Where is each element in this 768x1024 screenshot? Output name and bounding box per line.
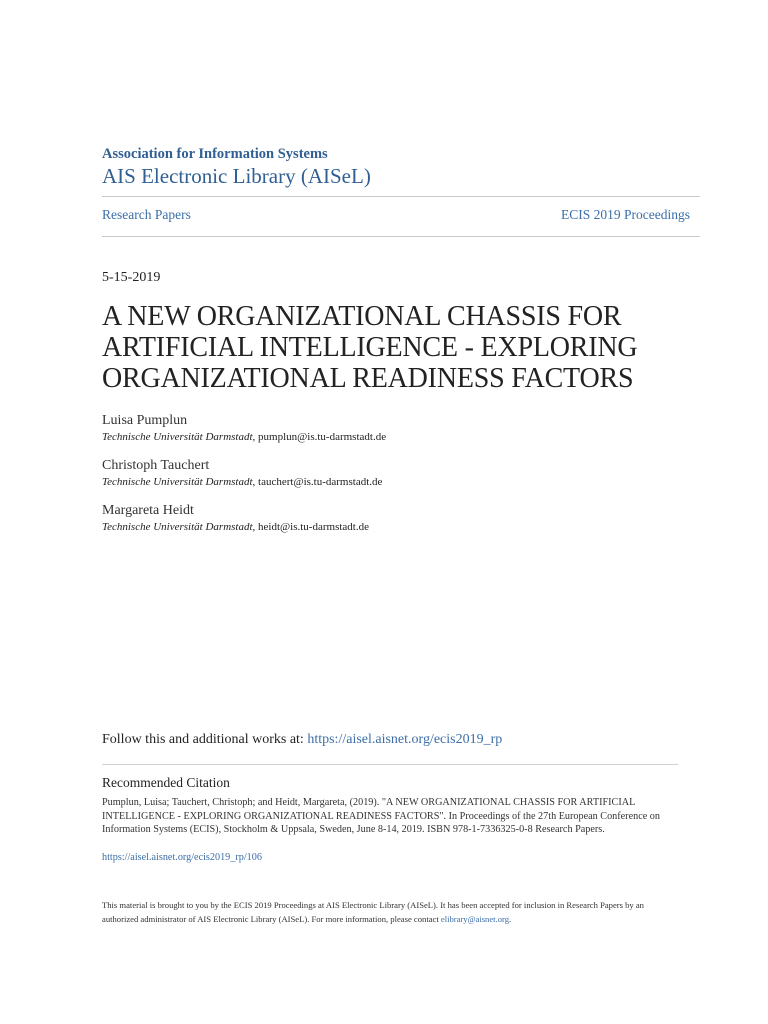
follow-line bbox=[102, 732, 502, 748]
affiliation-name: Technische Universität Darmstadt bbox=[102, 431, 253, 443]
contact-email-link[interactable]: elibrary@aisnet.org bbox=[440, 913, 510, 924]
author-affiliation bbox=[102, 475, 702, 490]
author-email: , tauchert@is.tu-darmstadt.de bbox=[252, 476, 383, 488]
collection-url-link[interactable]: https://aisel.aisnet.org/ecis2019_rp bbox=[307, 732, 503, 747]
author-entry bbox=[102, 412, 702, 445]
collection-nav bbox=[102, 207, 690, 223]
author-name: Margareta Heidt bbox=[102, 503, 194, 518]
repository-header bbox=[102, 146, 702, 189]
author-name: Christoph Tauchert bbox=[102, 458, 210, 473]
association-name[interactable]: Association for Information Systems bbox=[102, 146, 328, 162]
citation-text: Pumplun, Luisa; Tauchert, Christoph; and Heidt, Margareta, (2019). "A NEW ORGANIZATIONAL CHASSIS FOR ARTIFICIAL INTELLIGENCE - EXPLORING ORGANIZATIONAL READINESS FACTORS". In Proceedings of the 27th European Conference on Information Systems (ECIS), Stockholm & Uppsala, Sweden, June 8-14, 2019. ISBN 978-1-7336325-0-8 Research Papers. bbox=[102, 797, 660, 835]
citation-divider bbox=[102, 764, 678, 765]
author-affiliation bbox=[102, 520, 702, 535]
author-entry bbox=[102, 457, 702, 490]
paper-title bbox=[102, 301, 702, 394]
footer-text-end: . bbox=[509, 913, 512, 924]
proceedings-link[interactable]: ECIS 2019 Proceedings bbox=[561, 207, 690, 222]
citation-heading: Recommended Citation bbox=[102, 775, 230, 790]
header-divider-top bbox=[102, 196, 700, 197]
affiliation-name: Technische Universität Darmstadt bbox=[102, 521, 253, 533]
author-name: Luisa Pumplun bbox=[102, 413, 188, 428]
title-line-2: ARTIFICIAL INTELLIGENCE - EXPLORING bbox=[102, 332, 638, 363]
footer-text: This material is brought to you by the ECIS 2019 Proceedings at AIS Electronic Library (AISeL). It has been accepted for inclusion in Research Papers by an authorized administrator of AIS Electronic Library (AISeL). For more information, please contact bbox=[102, 900, 644, 924]
follow-text: Follow this and additional works at: bbox=[102, 732, 308, 747]
author-affiliation bbox=[102, 430, 702, 445]
author-list bbox=[102, 412, 702, 547]
research-papers-link[interactable]: Research Papers bbox=[102, 207, 191, 222]
title-line-1: A NEW ORGANIZATIONAL CHASSIS FOR bbox=[102, 301, 622, 332]
footer-notice bbox=[102, 899, 672, 926]
affiliation-name: Technische Universität Darmstadt bbox=[102, 476, 253, 488]
library-name[interactable]: AIS Electronic Library (AISeL) bbox=[102, 164, 371, 188]
publication-date: 5-15-2019 bbox=[102, 270, 161, 285]
title-line-3: ORGANIZATIONAL READINESS FACTORS bbox=[102, 363, 634, 394]
author-entry bbox=[102, 502, 702, 535]
author-email: , pumplun@is.tu-darmstadt.de bbox=[252, 431, 387, 443]
author-email: , heidt@is.tu-darmstadt.de bbox=[252, 521, 369, 533]
header-divider-bottom bbox=[102, 236, 700, 237]
citation-url-link[interactable]: https://aisel.aisnet.org/ecis2019_rp/106 bbox=[102, 852, 262, 863]
